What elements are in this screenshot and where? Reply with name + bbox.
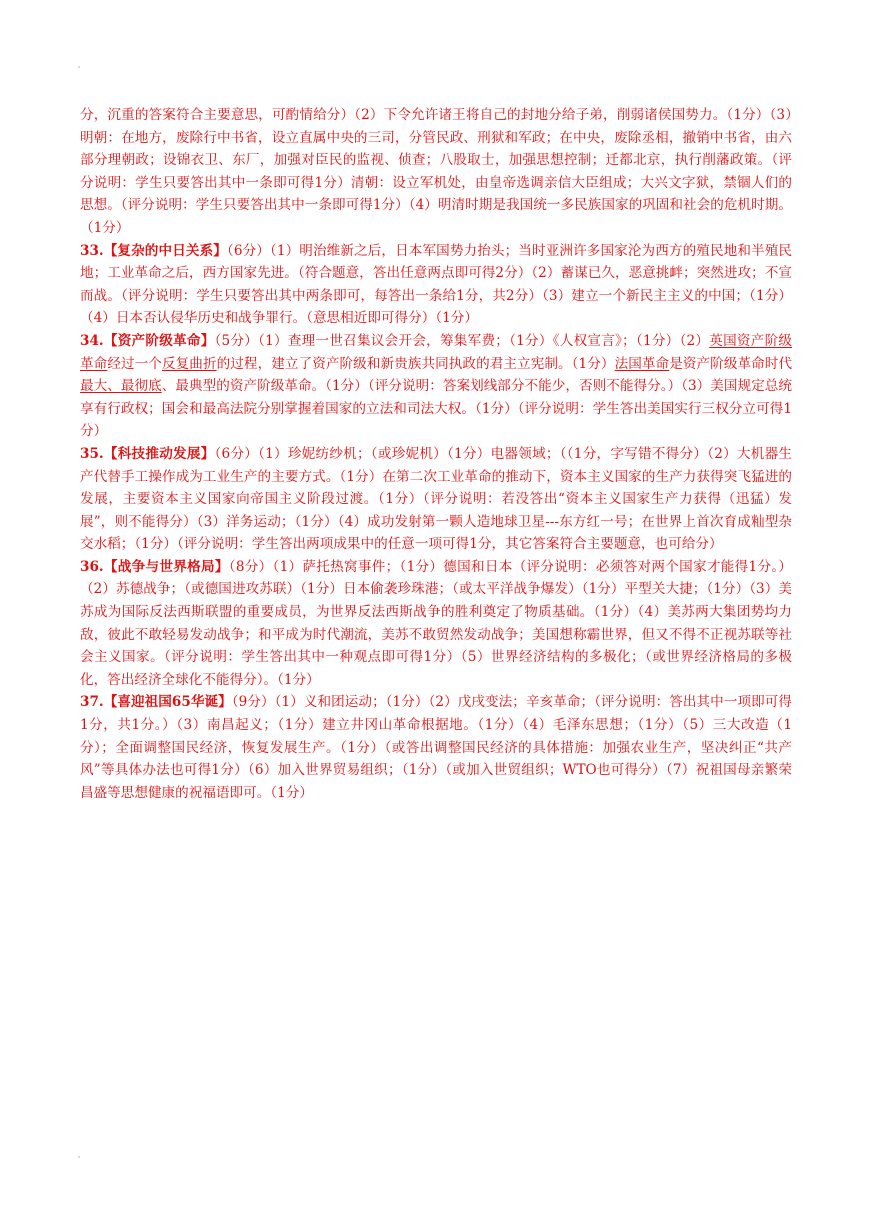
question-33-title: 33.【复杂的中日关系】 [80, 242, 227, 259]
underlined-key-phrase: 英国资产阶级革命 [80, 332, 792, 372]
corner-mark-top [78, 66, 80, 68]
answer-paragraph-35 [80, 443, 792, 556]
question-34-answer-part-3: 的过程，建立了资产阶级和新贵族共同执政的君主立宪制。（1分） [216, 355, 615, 372]
answer-paragraph-33 [80, 240, 792, 330]
question-34-answer-part-4: 是资产阶级革命时代 [669, 355, 793, 372]
answer-paragraph-34 [80, 330, 792, 443]
answer-key-document [80, 104, 792, 804]
underlined-key-phrase: 最大、最彻底 [80, 378, 162, 395]
corner-mark-bottom [78, 1156, 80, 1158]
question-33-answer: （6分）（1）明治维新之后，日本军国势力抬头；当时亚洲许多国家沦为西方的殖民地和半殖民地；工业革命之后，西方国家先进。（符合题意，答出任意两点即可得2分）（2）蓄谋已久，恶意挑衅；突然进攻；不宣而战。（评分说明：学生只要答出其中两条即可，每答出一条给1分，共2分）（3）建立一个新民主主义的中国；（1分）（4）日本否认侵华历史和战争罪行。（意思相近即可得分）（1分） [80, 242, 792, 327]
underlined-key-phrase: 反复曲折 [161, 355, 217, 372]
question-34-answer-part-5: 、最典型的资产阶级革命。（1分）（评分说明：答案划线部分不能少，否则不能得分。）（3）美国规定总统享有行政权；国会和最高法院分别掌握着国家的立法和司法大权。（1分）（评分说明：学生答出美国实行三权分立可得1分） [80, 378, 792, 440]
answer-paragraph-32-continued: 分，沉重的答案符合主要意思，可酌情给分）（2）下令允许诸王将自己的封地分给子弟，削弱诸侯国势力。（1分）（3）明朝：在地方，废除行中书省，设立直属中央的三司，分管民政、刑狱和军政；在中央，废除丞相，撤销中书省，由六部分理朝政；设锦衣卫、东厂，加强对臣民的监视、侦查；八股取士，加强思想控制；迁都北京，执行削藩政策。（评分说明：学生只要答出其中一条即可得1分）清朝：设立军机处，由皇帝选调亲信大臣组成；大兴文字狱，禁锢人们的思想。（评分说明：学生只要答出其中一条即可得1分）（4）明清时期是我国统一多民族国家的巩固和社会的危机时期。（1分） [80, 107, 792, 236]
question-34-answer-part-1: （5分）（1）查理一世召集议会开会，筹集军费；（1分）《人权宣言》；（1分）（2） [214, 332, 710, 349]
question-36-answer: （8分）（1）萨托热窝事件；（1分）德国和日本（评分说明：必须答对两个国家才能得1分。）（2）苏德战争；（或德国进攻苏联）（1分）日本偷袭珍珠港；（或太平洋战争爆发）（1分）平型关大捷；（1分）（3）美苏成为国际反法西斯联盟的重要成员，为世界反法西斯战争的胜利奠定了物质基础。（1分）（4）美苏两大集团势均力敌，彼此不敢轻易发动战争；和平成为时代潮流，美苏不敢贸然发动战争；美国想称霸世界，但又不得不正视苏联等社会主义国家。（评分说明：学生答出其中一种观点即可得1分）（5）世界经济结构的多极化；（或世界经济格局的多极化，答出经济全球化不能得分）。（1分） [80, 558, 792, 688]
question-34-answer-part-2: 经过一个 [107, 355, 162, 372]
underlined-key-phrase: 法国革命 [614, 355, 670, 372]
question-37-answer: （9分）（1）义和团运动；（1分）（2）戊戌变法；辛亥革命；（评分说明：答出其中一项即可得1分，共1分。）（3）南昌起义；（1分）建立井冈山革命根据地。（1分）（4）毛泽东思想；（1分）（5）三大改造（1分）；全面调整国民经济，恢复发展生产。（1分）（或答出调整国民经济的具体措施：加强农业生产，坚决纠正“共产风”等具体办法也可得1分）（6）加入世界贸易组织；（1分）（或加入世贸组织；WTO也可得分）（7）祝祖国母亲繁荣昌盛等思想健康的祝福语即可。（1分） [80, 694, 792, 801]
question-36-title: 36.【战争与世界格局】 [80, 558, 229, 575]
question-34-title: 34.【资产阶级革命】 [80, 332, 215, 349]
answer-paragraph-37 [80, 691, 792, 804]
question-37-title: 37.【喜迎祖国65华诞】 [80, 694, 232, 711]
answer-paragraph-36 [80, 556, 792, 692]
question-35-title: 35.【科技推动发展】 [80, 445, 215, 462]
question-35-answer: （6分）（1）珍妮纺纱机；（或珍妮机）（1分）电器领域；（（1分，字写错不得分）（2）大机器生产代替手工操作成为工业生产的主要方式。（1分）在第二次工业革命的推动下，资本主义国家的生产力获得突飞猛进的发展，主要资本主义国家向帝国主义阶段过渡。（1分）（评分说明：若没答出“资本主义国家生产力获得（迅猛）发展”，则不能得分）（3）洋务运动；（1分）（4）成功发射第一颗人造地球卫星---东方红一号；在世界上首次育成籼型杂交水稻；（1分）（评分说明：学生答出两项成果中的任意一项可得1分，其它答案符合主要题意，也可给分） [80, 445, 792, 553]
